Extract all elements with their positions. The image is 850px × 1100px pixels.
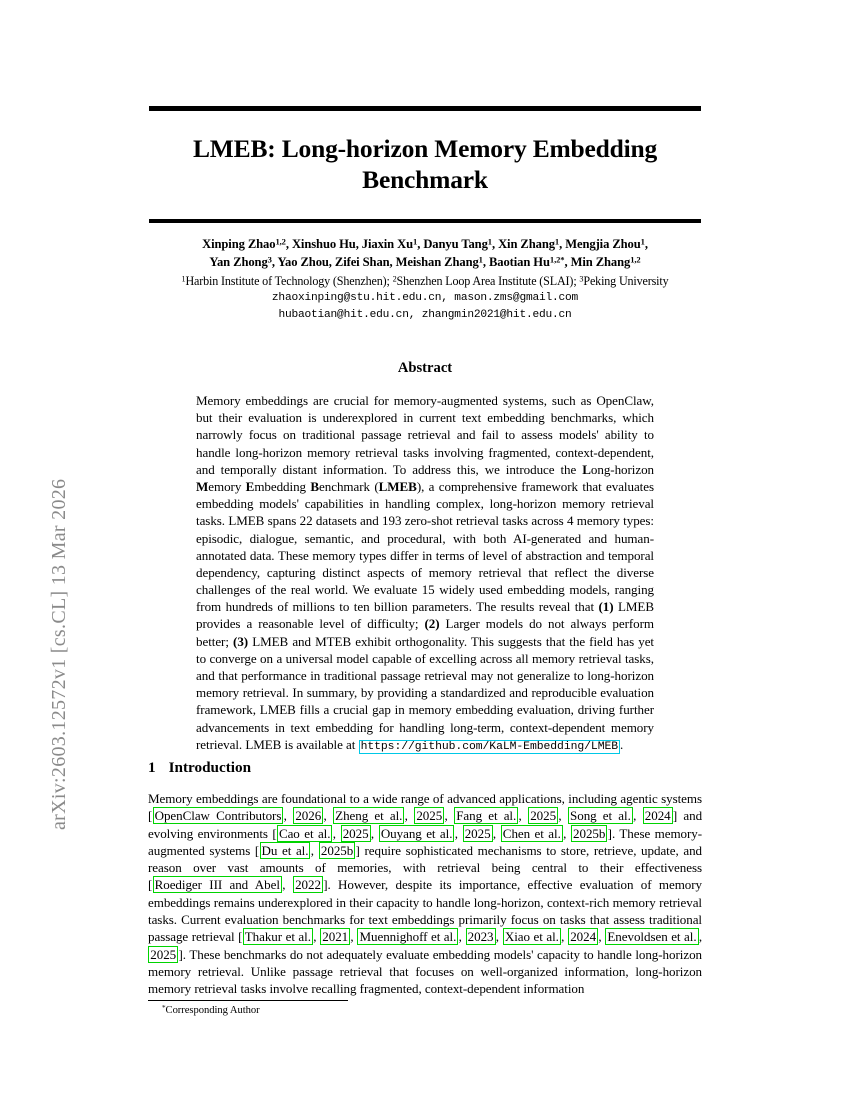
abstract-finding-1: (1): [598, 599, 614, 615]
author-affil-marker: 1: [487, 236, 492, 247]
affil-marker-2: 2: [392, 274, 397, 284]
body-text: ,: [563, 825, 571, 841]
citation-link[interactable]: Roediger III and Abel: [154, 877, 280, 893]
affiliation-2: Shenzhen Loop Area Institute (SLAI);: [396, 273, 580, 288]
body-text: ,: [561, 929, 568, 945]
author-name: Xinping Zhao: [202, 237, 276, 251]
author-affil-marker: 1,2: [275, 236, 286, 247]
author-affil-marker: 1,2: [630, 254, 641, 265]
abstract-bold-L: L: [582, 461, 591, 477]
citation-link[interactable]: 2023: [467, 929, 494, 945]
body-text: ]. These benchmarks do not adequately evaluate embedding models' capacity to handle long-horizon memory retrieval. Unlike passage retrieval that focuses on well-organized information, long-horizon memory retrieval tasks involve recalling fragmented, context-dependent information: [148, 946, 702, 997]
footnote-label: Corresponding Author: [165, 1005, 260, 1016]
citation-link[interactable]: 2025: [150, 946, 177, 962]
body-text: ,: [558, 808, 568, 824]
author-affil-marker: 1,2*: [549, 254, 565, 265]
repository-url-link[interactable]: https://github.com/KaLM-Embedding/LMEB: [360, 740, 619, 753]
abstract-text: emory: [208, 478, 246, 494]
abstract-finding-2: (2): [424, 616, 440, 632]
body-text: ,: [444, 808, 454, 824]
section-title: Introduction: [168, 759, 252, 776]
abstract-finding-3: (3): [233, 633, 249, 649]
body-text: ]. However, despite its importance, effective evaluation of memory embeddings remains underexplored in their capacity to handle long-horizon, context-rich memory retrieval tasks. Current evaluation benchmarks for text embeddings primarily focus on tasks that assess traditional passage retrieval [: [148, 877, 703, 945]
body-text: Memory embeddings are foundational to a wide range of advanced applications, including agentic systems [: [148, 791, 702, 824]
citation-link[interactable]: 2024: [570, 929, 597, 945]
body-text: ,: [283, 808, 294, 824]
body-text: ,: [633, 808, 643, 824]
affiliation-3: Peking University: [583, 273, 669, 288]
author-names: , Min Zhang: [564, 254, 631, 269]
abstract-text: .: [620, 736, 624, 752]
abstract-text: ), a comprehensive framework that evaluates embedding models' capabilities in handling complex, long-horizon memory retrieval tasks. LMEB spans 22 datasets and 193 zero-shot retrieval tasks across 4 memory types: episodic, dialogue, semantic, and procedural, with both AI-generated and human-annotated data. These memory types differ in terms of level of abstraction and temporal dependency, capturing distinct aspects of memory retrieval that reflect the diverse challenges of the real world. We evaluate 15 widely used embedding models, ranging from hundreds of millions to ten billion parameters. The results reveal that: [196, 478, 655, 615]
affiliation-1: Harbin Institute of Technology (Shenzhen);: [185, 273, 393, 288]
author-line-1: [125, 236, 725, 254]
abstract-bold-E: E: [245, 478, 255, 494]
abstract-text: enchmark (: [319, 478, 379, 494]
citation-link[interactable]: Fang et al.: [456, 808, 517, 824]
authors-block: [125, 236, 725, 324]
citation-link[interactable]: 2025b: [573, 825, 606, 841]
body-text: ,: [698, 929, 703, 945]
citation-link[interactable]: Chen et al.: [502, 825, 561, 841]
citation-link[interactable]: Thakur et al.: [244, 929, 311, 945]
citation-link[interactable]: 2025: [416, 808, 443, 824]
body-text: ,: [458, 929, 466, 945]
body-text: ,: [323, 808, 333, 824]
citation-link[interactable]: 2025: [464, 825, 491, 841]
introduction-body: [148, 790, 702, 998]
citation-link[interactable]: Zheng et al.: [335, 808, 403, 824]
abstract-text: Larger models do not always perform better;: [196, 616, 654, 649]
author-affil-marker: 1: [478, 254, 483, 265]
abstract-bold-B: B: [310, 478, 320, 494]
citation-link[interactable]: Muennighoff et al.: [359, 929, 457, 945]
body-text: ,: [310, 842, 319, 858]
citation-link[interactable]: Cao et al.: [278, 825, 331, 841]
author-affil-marker: 1: [554, 236, 560, 247]
citation-link[interactable]: 2025: [530, 808, 557, 824]
footnote-divider: [148, 1000, 348, 1001]
author-names: , Mengjia Zhou: [559, 237, 641, 251]
author-line-end: ,: [644, 237, 648, 251]
body-text: ] and evolving environments [: [148, 808, 703, 841]
section-heading-introduction: [148, 759, 251, 777]
abstract-bold-lmeb: LMEB: [378, 478, 417, 494]
author-affil-marker: 3: [267, 254, 272, 265]
author-affil-marker: 1: [640, 236, 645, 247]
body-text: ,: [404, 808, 415, 824]
author-names: , Yao Zhou, Zifei Shan, Meishan Zhang: [271, 254, 479, 269]
citation-link[interactable]: 2026: [295, 808, 322, 824]
abstract-heading: Abstract: [397, 360, 453, 376]
body-text: ,: [495, 929, 503, 945]
body-text: ,: [313, 929, 320, 945]
abstract-text: LMEB and MTEB exhibit orthogonality. This suggests that the field has yet to converge on a universal model capable of excelling across all memory retrieval tasks, and that performance in traditional passage retrieval may not generalize to long-horizon memory retrieval. In summary, by providing a standardized and reproducible evaluation framework, LMEB fills a crucial gap in memory embedding evaluation, driving further advancements in text embedding for handling long-term, context-dependent memory retrieval. LMEB is available at: [196, 633, 654, 752]
abstract-text: LMEB provides a reasonable level of difficulty;: [196, 599, 654, 632]
section-number: 1: [148, 759, 156, 776]
citation-link[interactable]: Du et al.: [261, 842, 309, 858]
body-text: ,: [598, 929, 606, 945]
affiliations-line: [125, 273, 725, 291]
author-affil-marker: 1: [413, 236, 418, 247]
arxiv-stamp: arXiv:2603.12572v1 [cs.CL] 13 Mar 2026: [48, 478, 70, 830]
title-block: [149, 106, 701, 223]
citation-link[interactable]: Ouyang et al.: [380, 825, 453, 841]
citation-link[interactable]: Xiao et al.: [504, 929, 559, 945]
page-title: LMEB: Long-horizon Memory Embedding Benchmark: [192, 134, 658, 195]
body-text: ,: [282, 877, 293, 893]
footnote: [162, 1005, 260, 1016]
footnote-marker: *: [162, 1003, 166, 1012]
abstract-text: mbedding: [254, 478, 311, 494]
rule-above-title: [149, 106, 701, 111]
abstract-text: ong-horizon: [590, 461, 654, 477]
citation-link[interactable]: Enevoldsen et al.: [607, 929, 697, 945]
affil-marker-3: 3: [579, 274, 584, 284]
citation-link[interactable]: 2021: [322, 929, 349, 945]
citation-link[interactable]: 2025b: [320, 842, 354, 858]
rule-below-title: [149, 219, 701, 223]
abstract-body: [196, 392, 654, 755]
author-name: Yan Zhong: [209, 254, 268, 269]
citation-link[interactable]: 2024: [644, 808, 671, 824]
citation-link[interactable]: 2022: [295, 877, 321, 893]
abstract-bold-M: M: [196, 478, 209, 494]
author-names: , Danyu Tang: [417, 237, 488, 251]
citation-link[interactable]: OpenClaw Contributors: [154, 808, 282, 824]
author-names: , Xinshuo Hu, Jiaxin Xu: [285, 237, 414, 251]
body-text: ,: [370, 825, 379, 841]
body-text: ]. These memory-augmented systems [: [148, 825, 703, 858]
author-names: , Baotian Hu: [482, 254, 550, 269]
author-names: , Xin Zhang: [491, 237, 555, 251]
body-text: ,: [454, 825, 463, 841]
citation-link[interactable]: 2025: [342, 825, 369, 841]
body-text: ,: [492, 825, 501, 841]
email-line-2: hubaotian@hit.edu.cn, zhangmin2021@hit.edu.cn: [278, 309, 572, 322]
affil-marker-1: 1: [181, 274, 186, 284]
body-text: ,: [350, 929, 358, 945]
abstract-text: Memory embeddings are crucial for memory-augmented systems, such as OpenClaw, but their evaluation is underexplored in current text embedding benchmarks, which narrowly focus on traditional passage retrieval and fail to assess models' ability to handle long-horizon memory retrieval tasks involving fragmented, context-dependent, and temporally distant information. To address this, we introduce the: [196, 393, 654, 477]
body-text: ,: [332, 825, 341, 841]
body-text: ,: [518, 808, 528, 824]
body-text: ] require sophisticated mechanisms to store, retrieve, update, and reason over vast amounts of memories, with retrieval being central to their effectiveness [: [148, 842, 702, 893]
email-line-1: zhaoxinping@stu.hit.edu.cn, mason.zms@gmail.com: [271, 292, 579, 305]
citation-link[interactable]: Song et al.: [570, 808, 631, 824]
author-line-2: [125, 254, 725, 272]
